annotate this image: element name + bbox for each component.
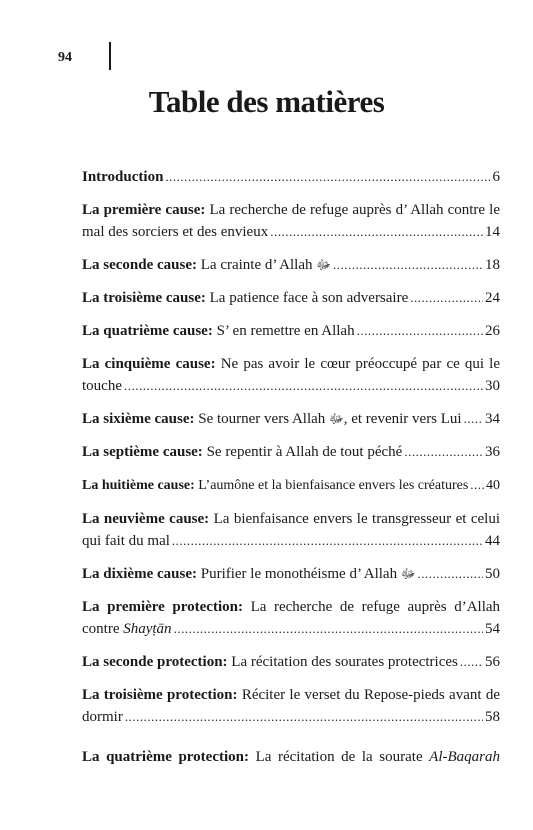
dot-leader (410, 287, 483, 309)
entry-page: 44 (485, 533, 500, 549)
entry-page: 30 (485, 378, 500, 394)
entry-page: 40 (486, 478, 500, 493)
entry-label: La huitième cause: (82, 478, 195, 493)
dot-leader (125, 706, 483, 728)
entry-page: 50 (485, 566, 500, 582)
entry-text: La récitation des sourates protectrices (231, 654, 458, 670)
dot-leader (333, 254, 483, 276)
entry-text-after: , et revenir vers Lui (343, 411, 462, 427)
table-of-contents (82, 166, 500, 779)
entry-text: La bienfaisance envers le transgresseur et celui (213, 511, 500, 527)
entry-label: Introduction (82, 169, 164, 185)
entry-label: La sixième cause: (82, 411, 195, 427)
dot-leader (464, 408, 483, 430)
entry-page: 56 (485, 654, 500, 670)
entry-text-cont: mal des sorciers et des envieux (82, 224, 269, 240)
toc-entry-seconde-cause[interactable] (82, 254, 500, 276)
entry-label: La troisième protection: (82, 687, 238, 703)
entry-text: La crainte d’ Allah (200, 257, 313, 273)
entry-text-cont: contre (82, 621, 124, 637)
entry-text: La recherche de refuge auprès d’Allah (250, 599, 501, 615)
entry-page: 36 (485, 444, 500, 460)
honorific-glyph: ﷻ (316, 257, 331, 272)
header-rule (109, 42, 111, 70)
dot-leader (165, 166, 490, 188)
entry-text-italic: Shayṭān (123, 621, 172, 637)
entry-page: 18 (485, 257, 500, 273)
page-title: Table des matières (148, 84, 385, 119)
toc-entry-quatrieme-protection[interactable] (82, 746, 500, 768)
entry-label: La cinquième cause: (82, 356, 216, 372)
entry-label: La dixième cause: (82, 566, 197, 582)
toc-entry-troisieme-cause[interactable] (82, 287, 500, 309)
toc-entry-neuvieme-cause[interactable] (82, 508, 500, 552)
entry-text: La recherche de refuge auprès d’ Allah contre le (209, 202, 500, 218)
dot-leader (270, 221, 483, 243)
dot-leader (470, 474, 484, 496)
dot-leader (460, 651, 483, 673)
toc-entry-dixieme-cause[interactable] (82, 563, 500, 585)
entry-page: 54 (485, 621, 500, 637)
toc-entry-seconde-protection[interactable] (82, 651, 500, 673)
entry-text: S’ en remettre en Allah (216, 323, 355, 339)
entry-label: La septième cause: (82, 444, 203, 460)
entry-page: 34 (485, 411, 500, 427)
entry-label: La quatrième protection: (82, 749, 249, 765)
entry-text-italic: Al-Baqarah (429, 749, 500, 765)
entry-page: 58 (485, 709, 500, 725)
entry-text: Se tourner vers Allah (198, 411, 326, 427)
toc-entry-sixieme-cause[interactable] (82, 408, 500, 430)
entry-text: Purifier le monothéisme d’ Allah (200, 566, 398, 582)
entry-page: 24 (485, 290, 500, 306)
dot-leader (357, 320, 483, 342)
entry-page: 26 (485, 323, 500, 339)
dot-leader (418, 563, 483, 585)
dot-leader (174, 618, 483, 640)
entry-text-cont: touche (82, 378, 122, 394)
toc-entry-cinquieme-cause[interactable] (82, 353, 500, 397)
entry-text-cont: qui fait du mal (82, 533, 170, 549)
toc-entry-quatrieme-cause[interactable] (82, 320, 500, 342)
entry-label: La neuvième cause: (82, 511, 210, 527)
toc-entry-introduction[interactable] (82, 166, 500, 188)
entry-label: La seconde protection: (82, 654, 228, 670)
entry-label: La seconde cause: (82, 257, 197, 273)
entry-page: 14 (485, 224, 500, 240)
entry-label: La troisième cause: (82, 290, 206, 306)
dot-leader (404, 441, 483, 463)
entry-label: La première protection: (82, 599, 243, 615)
toc-entry-premiere-protection[interactable] (82, 596, 500, 640)
entry-text: Ne pas avoir le cœur préoccupé par ce qui le (220, 356, 501, 372)
entry-text: Se repentir à Allah de tout péché (206, 444, 403, 460)
dot-leader (124, 375, 483, 397)
toc-entry-huitieme-cause[interactable] (82, 474, 500, 497)
page-number: 94 (58, 50, 72, 65)
entry-page: 6 (492, 169, 500, 185)
toc-entry-septieme-cause[interactable] (82, 441, 500, 463)
honorific-glyph: ﷻ (329, 411, 344, 426)
entry-text: La patience face à son adversaire (209, 290, 409, 306)
honorific-glyph: ﷻ (400, 566, 416, 581)
entry-text: Réciter le verset du Repose-pieds avant de (241, 687, 500, 703)
entry-label: La première cause: (82, 202, 206, 218)
entry-text: L’aumône et la bienfaisance envers les créatures (198, 478, 469, 493)
toc-entry-premiere-cause[interactable] (82, 199, 500, 243)
entry-label: La quatrième cause: (82, 323, 213, 339)
entry-text: La récitation de la sourate (255, 749, 430, 765)
dot-leader (172, 530, 483, 552)
entry-text-cont: dormir (82, 709, 123, 725)
toc-entry-troisieme-protection[interactable] (82, 684, 500, 728)
